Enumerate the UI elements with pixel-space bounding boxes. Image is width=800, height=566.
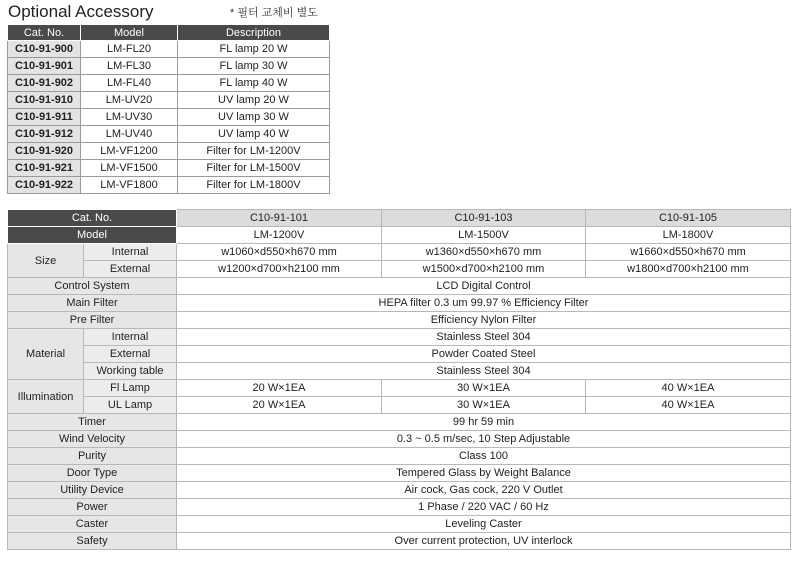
spec-size-external-label: External — [84, 261, 177, 278]
cat-no-cell: C10-91-922 — [8, 177, 81, 194]
spec-size-label: Size — [8, 244, 84, 278]
spec-caster-value: Leveling Caster — [177, 516, 791, 533]
spec-size-external-cell: w1200×d700×h2100 mm — [177, 261, 382, 278]
spec-timer-row — [8, 414, 791, 431]
spec-size-external-cell: w1500×d700×h2100 mm — [382, 261, 586, 278]
spec-caster-label: Caster — [8, 516, 177, 533]
spec-control-value: LCD Digital Control — [177, 278, 791, 295]
spec-power-label: Power — [8, 499, 177, 516]
spec-door-type-label: Door Type — [8, 465, 177, 482]
spec-model-cell: LM-1800V — [586, 227, 791, 244]
cat-no-cell: C10-91-912 — [8, 126, 81, 143]
table-row — [8, 160, 330, 177]
spec-size-internal-label: Internal — [84, 244, 177, 261]
spec-size-external-row — [8, 261, 791, 278]
spec-fl-lamp-label: Fl Lamp — [84, 380, 177, 397]
spec-cat-cell: C10-91-105 — [586, 210, 791, 227]
spec-purity-label: Purity — [8, 448, 177, 465]
spec-door-type-value: Tempered Glass by Weight Balance — [177, 465, 791, 482]
cat-no-cell: C10-91-921 — [8, 160, 81, 177]
model-cell: LM-VF1500 — [81, 160, 178, 177]
spec-wind-velocity-label: Wind Velocity — [8, 431, 177, 448]
spec-material-internal-value: Stainless Steel 304 — [177, 329, 791, 346]
spec-material-table-value: Stainless Steel 304 — [177, 363, 791, 380]
spec-safety-label: Safety — [8, 533, 177, 550]
table-row — [8, 92, 330, 109]
accessory-header-model: Model — [81, 25, 178, 41]
spec-size-internal-row — [8, 244, 791, 261]
spec-material-table-label: Working table — [84, 363, 177, 380]
spec-fl-lamp-cell: 30 W×1EA — [382, 380, 586, 397]
spec-material-external-row — [8, 346, 791, 363]
spec-model-row — [8, 227, 791, 244]
cat-no-cell: C10-91-900 — [8, 41, 81, 58]
table-row — [8, 143, 330, 160]
spec-purity-value: Class 100 — [177, 448, 791, 465]
spec-utility-device-label: Utility Device — [8, 482, 177, 499]
spec-timer-value: 99 hr 59 min — [177, 414, 791, 431]
table-row — [8, 126, 330, 143]
cat-no-cell: C10-91-902 — [8, 75, 81, 92]
spec-control-row — [8, 278, 791, 295]
spec-safety-row — [8, 533, 791, 550]
spec-main-filter-label: Main Filter — [8, 295, 177, 312]
description-cell: FL lamp 30 W — [178, 58, 330, 75]
spec-main-filter-value: HEPA filter 0.3 um 99.97 % Efficiency Filter — [177, 295, 791, 312]
model-cell: LM-FL30 — [81, 58, 178, 75]
table-row — [8, 41, 330, 58]
spec-wind-velocity-value: 0.3 ~ 0.5 m/sec, 10 Step Adjustable — [177, 431, 791, 448]
description-cell: Filter for LM-1200V — [178, 143, 330, 160]
cat-no-cell: C10-91-911 — [8, 109, 81, 126]
spec-material-external-label: External — [84, 346, 177, 363]
spec-utility-device-row — [8, 482, 791, 499]
spec-timer-label: Timer — [8, 414, 177, 431]
accessory-header-cat: Cat. No. — [8, 25, 81, 41]
spec-material-external-value: Powder Coated Steel — [177, 346, 791, 363]
description-cell: FL lamp 40 W — [178, 75, 330, 92]
cat-no-cell: C10-91-901 — [8, 58, 81, 75]
spec-size-internal-cell: w1360×d550×h670 mm — [382, 244, 586, 261]
description-cell: FL lamp 20 W — [178, 41, 330, 58]
spec-material-table-row — [8, 363, 791, 380]
spec-safety-value: Over current protection, UV interlock — [177, 533, 791, 550]
description-cell: Filter for LM-1800V — [178, 177, 330, 194]
spec-purity-row — [8, 448, 791, 465]
description-cell: UV lamp 40 W — [178, 126, 330, 143]
spec-ul-lamp-label: UL Lamp — [84, 397, 177, 414]
spec-control-label: Control System — [8, 278, 177, 295]
spec-power-row — [8, 499, 791, 516]
spec-material-internal-row — [8, 329, 791, 346]
cat-no-cell: C10-91-910 — [8, 92, 81, 109]
spec-wind-velocity-row — [8, 431, 791, 448]
spec-material-label: Material — [8, 329, 84, 380]
filter-note: * 필터 교체비 별도 — [230, 7, 318, 19]
spec-caster-row — [8, 516, 791, 533]
model-cell: LM-UV40 — [81, 126, 178, 143]
spec-pre-filter-row — [8, 312, 791, 329]
spec-door-type-row — [8, 465, 791, 482]
model-cell: LM-FL40 — [81, 75, 178, 92]
model-cell: LM-FL20 — [81, 41, 178, 58]
spec-ul-lamp-cell: 20 W×1EA — [177, 397, 382, 414]
spec-model-cell: LM-1200V — [177, 227, 382, 244]
model-cell: LM-VF1200 — [81, 143, 178, 160]
spec-size-external-cell: w1800×d700×h2100 mm — [586, 261, 791, 278]
section-title: Optional Accessory — [8, 2, 154, 21]
model-cell: LM-UV20 — [81, 92, 178, 109]
model-cell: LM-UV30 — [81, 109, 178, 126]
spec-pre-filter-label: Pre Filter — [8, 312, 177, 329]
spec-utility-device-value: Air cock, Gas cock, 220 V Outlet — [177, 482, 791, 499]
spec-fl-lamp-cell: 40 W×1EA — [586, 380, 791, 397]
description-cell: UV lamp 20 W — [178, 92, 330, 109]
cat-no-cell: C10-91-920 — [8, 143, 81, 160]
table-row — [8, 109, 330, 126]
spec-power-value: 1 Phase / 220 VAC / 60 Hz — [177, 499, 791, 516]
spec-illumination-fl-row — [8, 380, 791, 397]
spec-table — [7, 209, 791, 550]
spec-cat-cell: C10-91-103 — [382, 210, 586, 227]
spec-ul-lamp-cell: 40 W×1EA — [586, 397, 791, 414]
spec-size-internal-cell: w1660×d550×h670 mm — [586, 244, 791, 261]
spec-fl-lamp-cell: 20 W×1EA — [177, 380, 382, 397]
spec-cat-label: Cat. No. — [8, 210, 177, 227]
spec-ul-lamp-cell: 30 W×1EA — [382, 397, 586, 414]
accessory-table — [7, 24, 330, 194]
table-row — [8, 75, 330, 92]
spec-cat-cell: C10-91-101 — [177, 210, 382, 227]
spec-material-internal-label: Internal — [84, 329, 177, 346]
spec-pre-filter-value: Efficiency Nylon Filter — [177, 312, 791, 329]
table-row — [8, 58, 330, 75]
description-cell: Filter for LM-1500V — [178, 160, 330, 177]
spec-model-cell: LM-1500V — [382, 227, 586, 244]
spec-illumination-label: Illumination — [8, 380, 84, 414]
spec-size-internal-cell: w1060×d550×h670 mm — [177, 244, 382, 261]
model-cell: LM-VF1800 — [81, 177, 178, 194]
spec-model-label: Model — [8, 227, 177, 244]
spec-illumination-ul-row — [8, 397, 791, 414]
accessory-header-description: Description — [178, 25, 330, 41]
table-row — [8, 177, 330, 194]
spec-cat-row — [8, 210, 791, 227]
spec-main-filter-row — [8, 295, 791, 312]
accessory-header-row — [8, 25, 330, 41]
description-cell: UV lamp 30 W — [178, 109, 330, 126]
